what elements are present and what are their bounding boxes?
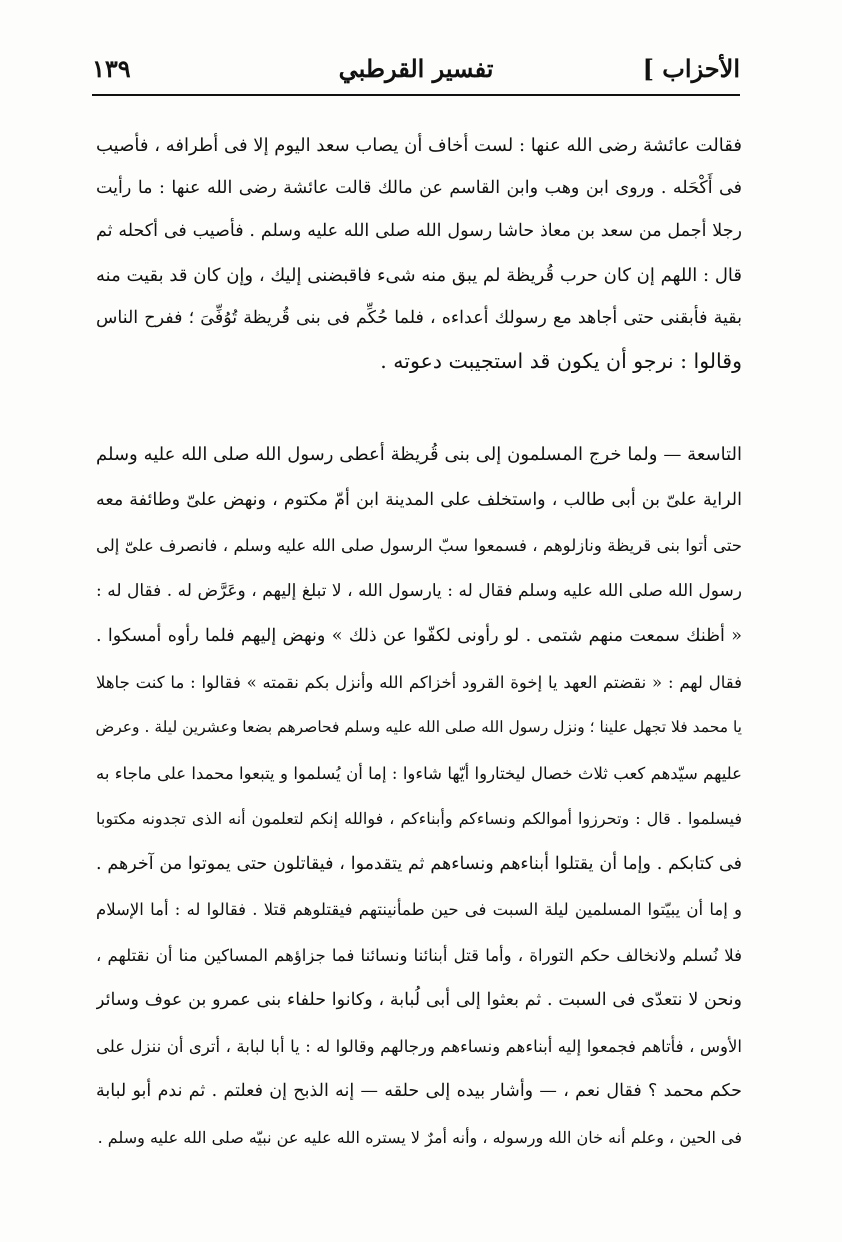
paragraph-1 xyxy=(96,124,742,383)
text-line: وقالوا : نرجو أن يكون قد استجيبت دعوته . xyxy=(380,348,742,373)
text-line: فى أَكْحَله . وروى ابن وهب وابن القاسم عن مالك قالت عائشة رضى الله عنها : ما رأيت xyxy=(96,178,742,199)
text-line: بقية فأبقنى حتى أجاهد مع رسولك أعداءه ، فلما حُكِّم فى بنى قُريظة تُوُفِّىَ ؛ ففرح الناس xyxy=(96,307,742,328)
text-line: حكم محمد ؟ فقال نعم ، — وأشار بيده إلى حلقه — إنه الذبح إن فعلتم . ثم ندم أبو لبابة xyxy=(96,1081,742,1101)
text-line: « أظنك سمعت منهم شتمى . لو رأونى لكفّوا عن ذلك » ونهض إليهم فلما رأوه أمسكوا . xyxy=(96,626,742,646)
text-line: رسول الله صلى الله عليه وسلم فقال له : يارسول الله ، لا تبلغ إليهم ، وعَرَّض له . فقال له : xyxy=(96,580,742,601)
paragraph-2 xyxy=(96,432,742,1160)
book-title: تفسير القرطبي xyxy=(338,54,494,83)
surah-name: الأحزاب ] xyxy=(642,54,740,83)
text-line: فى كتابكم . وإما أن يقتلوا أبناءهم ونساءهم ثم يتقدموا ، فيقاتلون حتى يموتوا من آخرهم . xyxy=(96,853,742,874)
text-line: يا محمد فلا تجهل علينا ؛ ونزل رسول الله صلى الله عليه وسلم فحاصرهم بضعا وعشرين ليلة . وعرض xyxy=(96,718,742,736)
text-line: الراية علىّ بن أبى طالب ، واستخلف على المدينة ابن أمّ مكتوم ، ونهض علىّ وطائفة معه xyxy=(96,489,742,510)
text-line: فقال لهم : « نقضتم العهد يا إخوة القرود أخزاكم الله وأنزل بكم نقمته » فقالوا : ما كنت جاهلا xyxy=(96,672,742,692)
page-header xyxy=(92,52,740,92)
header-divider xyxy=(92,94,740,96)
text-line: فيسلموا . قال : وتحرزوا أموالكم ونساءكم وأبناءكم ، فوالله إنكم لتعلمون أنه الذى تجدونه مكتوبا xyxy=(96,809,742,828)
page-number: ١٣٩ xyxy=(92,54,131,83)
text-line: فقالت عائشة رضى الله عنها : لست أخاف أن يصاب سعد اليوم إلا فى أطرافه ، فأصيب xyxy=(96,135,742,156)
text-line: فى الحين ، وعلم أنه خان الله ورسوله ، وأنه أمرٌ لا يستره الله عليه عن نبيّه صلى الله عليه وسلم . xyxy=(97,1127,742,1147)
text-line: التاسعة — ولما خرج المسلمون إلى بنى قُريظة أعطى رسول الله صلى الله عليه وسلم xyxy=(96,444,742,465)
text-line: قال : اللهم إن كان حرب قُريظة لم يبق منه شىء فاقبضنى إليك ، وإن كان قد بقيت منه xyxy=(96,264,742,286)
text-line: حتى أتوا بنى قريظة ونازلوهم ، فسمعوا سبّ الرسول صلى الله عليه وسلم ، فانصرف علىّ إلى xyxy=(96,536,742,555)
text-line: و إما أن يبيّتوا المسلمين ليلة السبت فى حين طمأنينتهم فيقتلوهم قتلا . فقالوا له : أما الإسلام xyxy=(96,900,742,919)
text-line: عليهم سيّدهم كعب ثلاث خصال ليختاروا أيّها شاءوا : إما أن يُسلموا و يتبعوا محمدا على ماجاء به xyxy=(96,763,742,783)
text-line: الأوس ، فأتاهم فجمعوا إليه أبناءهم ونساءهم ورجالهم وقالوا له : يا أبا لبابة ، أترى أن ننزل على xyxy=(96,1036,742,1056)
text-line: ونحن لا نتعدّى فى السبت . ثم بعثوا إلى أبى لُبابة ، وكانوا حلفاء بنى عمرو بن عوف وسائر xyxy=(96,990,742,1010)
text-line: فلا نُسلم ولانخالف حكم التوراة ، وأما قتل أبنائنا ونسائنا فما جزاؤهم المساكين منا أن نقتلهم ، xyxy=(96,945,742,965)
text-line: رجلا أجمل من سعد بن معاذ حاشا رسول الله صلى الله عليه وسلم . فأصيب فى أكحله ثم xyxy=(96,221,742,242)
